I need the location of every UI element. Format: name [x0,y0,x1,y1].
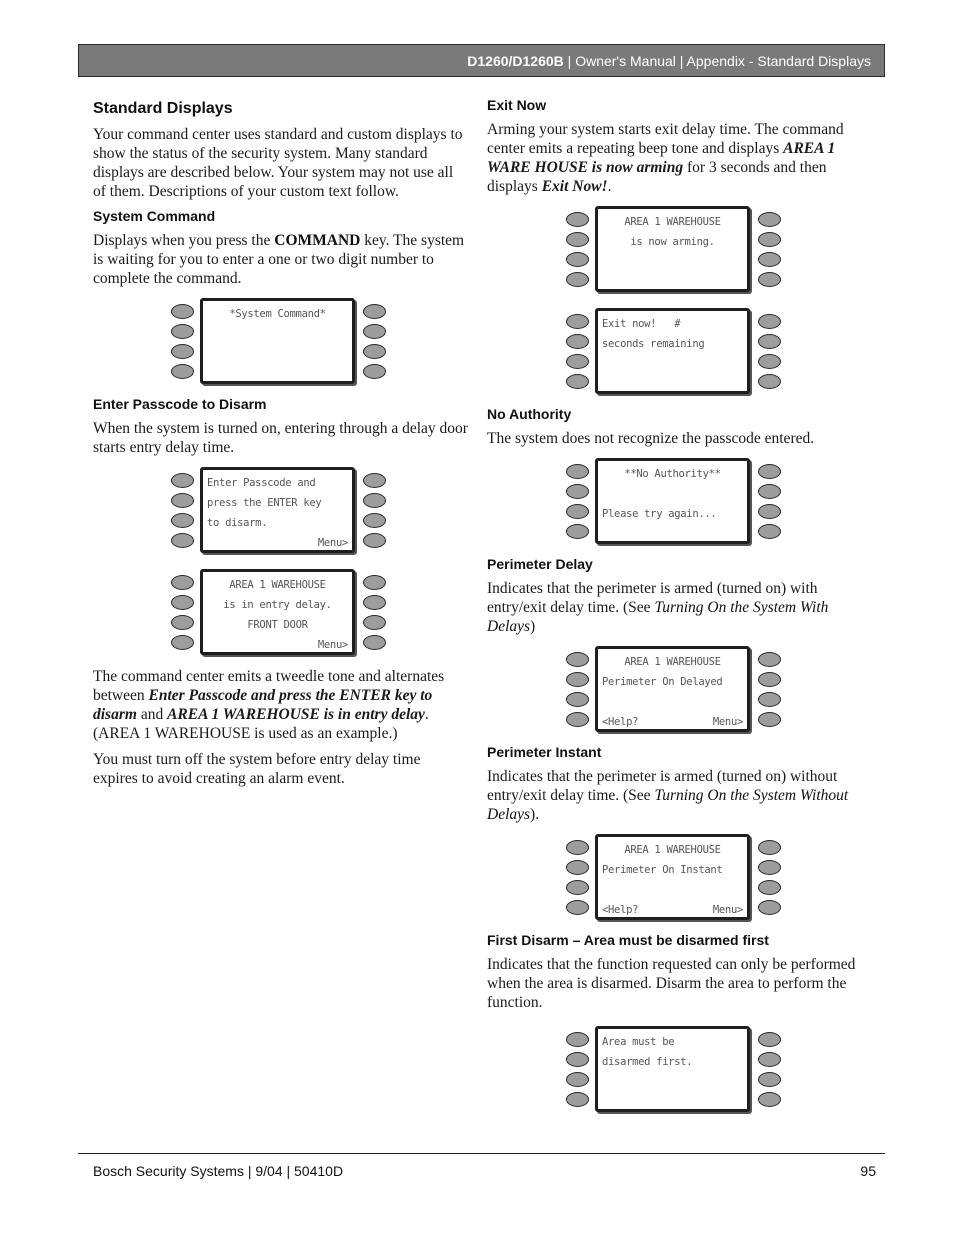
keypad-display: AREA 1 WAREHOUSE Perimeter On Instant <Help? Menu> [595,834,750,920]
keypad-button [566,252,589,267]
keypad-button [758,1072,781,1087]
enter-passcode-text: When the system is turned on, entering through a delay door starts entry delay time. [93,420,468,456]
command-key: COMMAND [274,232,361,249]
keypad-button [758,692,781,707]
keypad-button [171,595,194,610]
keypad-system-command [169,298,391,388]
keypad-enter-passcode [169,467,391,557]
keypad-button [363,304,386,319]
perimeter-instant-text: Indicates that the perimeter is armed (turned on) without entry/exit delay time. (See Turning On the System Without Delays). [487,768,849,823]
keypad-button [171,493,194,508]
system-command-heading: System Command [93,208,216,224]
keypad-button [566,880,589,895]
keypad-button [758,504,781,519]
keypad-button [566,354,589,369]
keypad-button [758,1052,781,1067]
keypad-display: *System Command* [200,298,355,384]
keypad-button [566,840,589,855]
keypad-button [758,272,781,287]
system-command-text: Displays when you press the COMMAND key. The system is waiting for you to enter a one or two digit number to complete the command. [93,232,465,287]
keypad-display: AREA 1 WAREHOUSE is in entry delay. FRONT DOOR Menu> [200,569,355,655]
keypad-button [758,840,781,855]
keypad-button [758,252,781,267]
header-model: D1260/D1260B [467,53,564,69]
keypad-button [363,473,386,488]
keypad-button [363,324,386,339]
keypad-button [566,712,589,727]
first-disarm-text: Indicates that the function requested can only be performed when the area is disarmed. Disarm the area to perform the function. [487,956,856,1011]
keypad-button [566,314,589,329]
intro-paragraph: Your command center uses standard and custom displays to show the status of the security system. Many standard displays are described below. Your system may not use all of them. Descriptions of your custom text follow. [93,126,463,200]
page-header [78,44,885,77]
keypad-exit-now [564,308,786,398]
keypad-display: Exit now! # seconds remaining [595,308,750,394]
keypad-button [758,374,781,389]
keypad-button [758,1032,781,1047]
keypad-button [363,364,386,379]
keypad-button [566,692,589,707]
keypad-button [566,672,589,687]
keypad-button [758,334,781,349]
keypad-display: Enter Passcode and press the ENTER key to disarm. Menu> [200,467,355,553]
keypad-button [566,272,589,287]
keypad-button [566,484,589,499]
keypad-button [363,635,386,650]
page-title: Standard Displays [93,100,233,117]
keypad-button [566,652,589,667]
left-column [93,95,468,795]
keypad-button [758,314,781,329]
keypad-button [758,652,781,667]
keypad-button [566,1052,589,1067]
keypad-button [171,635,194,650]
keypad-button [566,212,589,227]
keypad-button [566,860,589,875]
footer-publisher: Bosch Security Systems | 9/04 | 50410D [93,1163,344,1179]
keypad-button [758,212,781,227]
keypad-display: AREA 1 WAREHOUSE Perimeter On Delayed <Help? Menu> [595,646,750,732]
keypad-button [566,504,589,519]
keypad-button [363,615,386,630]
keypad-button [566,464,589,479]
keypad-button [758,880,781,895]
page-number: 95 [860,1163,876,1179]
keypad-button [363,533,386,548]
keypad-button [758,1092,781,1107]
perimeter-instant-heading: Perimeter Instant [487,744,602,760]
keypad-button [758,464,781,479]
no-authority-heading: No Authority [487,406,572,422]
keypad-button [171,513,194,528]
turn-off-paragraph: You must turn off the system before entry delay time expires to avoid creating an alarm event. [93,751,421,787]
keypad-button [758,860,781,875]
keypad-button [758,524,781,539]
keypad-button [171,615,194,630]
perimeter-delay-text: Indicates that the perimeter is armed (turned on) with entry/exit delay time. (See Turning On the System With Delays) [487,580,829,635]
keypad-button [363,595,386,610]
keypad-button [566,232,589,247]
keypad-button [566,524,589,539]
keypad-button [171,304,194,319]
keypad-button [566,900,589,915]
perimeter-delay-heading: Perimeter Delay [487,556,593,572]
keypad-button [758,354,781,369]
keypad-display: Area must be disarmed first. [595,1026,750,1112]
keypad-entry-delay [169,569,391,659]
no-authority-text: The system does not recognize the passcode entered. [487,430,815,447]
keypad-button [566,1092,589,1107]
keypad-perimeter-instant [564,834,786,924]
keypad-now-arming [564,206,786,296]
keypad-button [171,575,194,590]
footer-divider [78,1153,885,1154]
keypad-button [171,533,194,548]
tweedle-paragraph: The command center emits a tweedle tone and alternates between Enter Passcode and press the ENTER key to disarm and AREA 1 WAREHOUSE is in entry delay. (AREA 1 WAREHOUSE is used as an example.) [93,668,445,742]
keypad-button [758,484,781,499]
keypad-button [758,712,781,727]
keypad-button [363,513,386,528]
keypad-display: AREA 1 WAREHOUSE is now arming. [595,206,750,292]
keypad-display: **No Authority** Please try again... [595,458,750,544]
keypad-button [363,344,386,359]
keypad-first-disarm [564,1026,786,1116]
keypad-no-authority [564,458,786,548]
keypad-button [566,374,589,389]
keypad-button [758,900,781,915]
keypad-button [566,334,589,349]
exit-now-text: Arming your system starts exit delay time. The command center emits a repeating beep tone and displays AREA 1 WARE HOUSE is now arming for 3 seconds and then displays Exit Now!. [487,121,844,195]
exit-now-heading: Exit Now [487,97,547,113]
keypad-button [566,1032,589,1047]
keypad-button [171,324,194,339]
header-rest: | Owner's Manual | Appendix - Standard Displays [563,53,871,69]
keypad-button [566,1072,589,1087]
keypad-button [758,232,781,247]
keypad-perimeter-delay [564,646,786,736]
keypad-button [171,344,194,359]
right-column [487,97,857,1124]
keypad-button [758,672,781,687]
keypad-button [171,473,194,488]
keypad-button [363,493,386,508]
keypad-button [171,364,194,379]
first-disarm-heading: First Disarm – Area must be disarmed first [487,932,769,948]
enter-passcode-heading: Enter Passcode to Disarm [93,396,267,412]
keypad-button [363,575,386,590]
